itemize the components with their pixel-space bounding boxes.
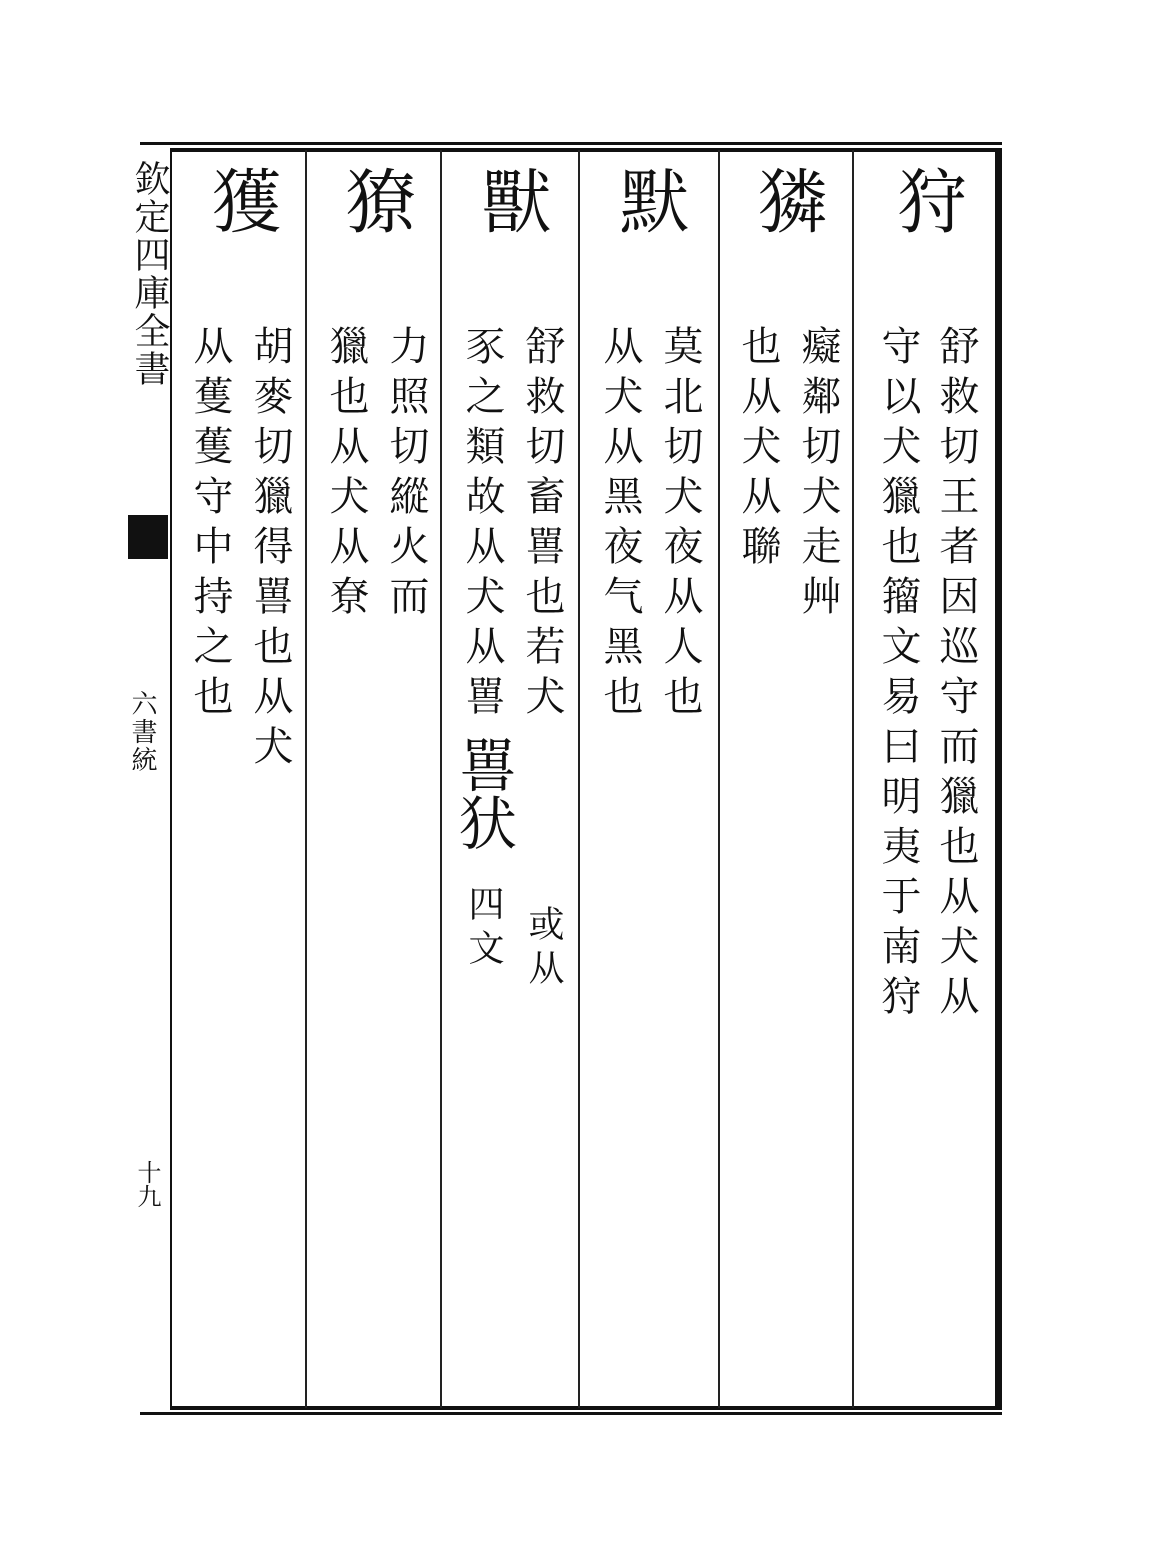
variant-seal-characters: 嘼犾 [449, 735, 517, 851]
entry-text-left: 从犬从黑夜气黑也 [597, 325, 643, 725]
column-divider [440, 150, 442, 1408]
frame-bottom-rule [140, 1412, 1002, 1415]
seal-character: 獸 [470, 165, 552, 239]
entry-column-4 [446, 165, 578, 1385]
entry-text-right: 舒救切畜嘼也若犬 [519, 325, 565, 725]
seal-character: 獠 [334, 165, 416, 239]
entry-column-2 [724, 165, 852, 1385]
entry-text-left: 从蒦蒦守中持之也 [187, 325, 233, 725]
entry-text-left: 也从犬从聯 [735, 325, 781, 575]
entry-text-left: 守以犬獵也籀文易曰明夷于南狩 [875, 325, 921, 1025]
column-divider [578, 150, 580, 1408]
seal-character: 獲 [200, 165, 282, 239]
entry-text-left: 豕之類故从犬从嘼 [459, 325, 505, 725]
seal-character: 默 [608, 165, 690, 239]
seal-character: 狩 [886, 165, 968, 239]
entry-column-6 [176, 165, 304, 1385]
entry-text-right: 力照切縱火而 [383, 325, 429, 625]
entry-text-right: 莫北切犬夜从人也 [657, 325, 703, 725]
margin-black-block [128, 515, 168, 559]
entry-column-5 [310, 165, 440, 1385]
entry-text-right: 胡麥切獵得嘼也从犬 [247, 325, 293, 775]
entry-column-1 [862, 165, 992, 1385]
column-divider [718, 150, 720, 1408]
margin-page-number: 十九 [133, 1160, 161, 1208]
entry-column-3 [584, 165, 718, 1385]
margin-book-title: 六書統 [127, 690, 157, 774]
entry-text-left: 獵也从犬从尞 [323, 325, 369, 625]
seal-character: 獜 [746, 165, 828, 239]
variant-note-left: 四文 [463, 885, 504, 973]
variant-note-right: 或从 [523, 905, 564, 993]
margin-collection-title: 欽定四庫全書 [129, 160, 170, 388]
column-divider [305, 150, 307, 1408]
frame-top-rule [140, 142, 1002, 145]
column-divider [852, 150, 854, 1408]
entry-text-right: 癡鄰切犬走艸 [795, 325, 841, 625]
entry-text-right: 舒救切王者因巡守而獵也从犬从 [933, 325, 979, 1025]
